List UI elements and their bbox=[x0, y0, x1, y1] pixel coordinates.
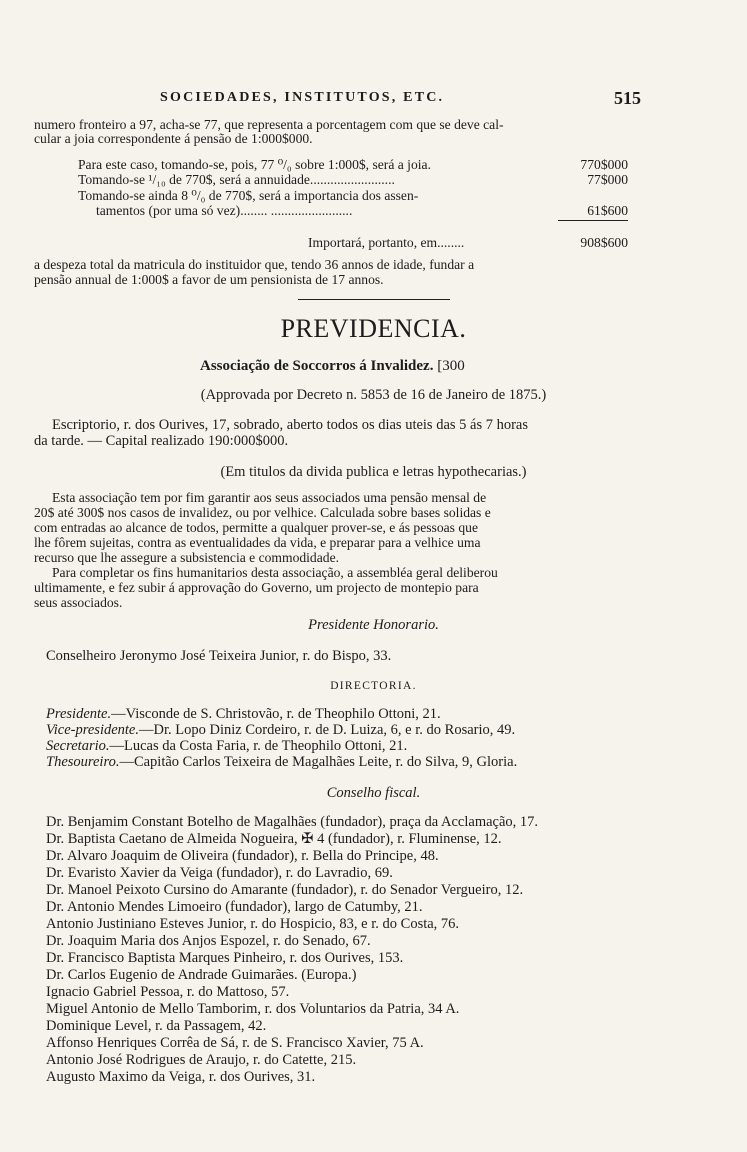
page-number: 515 bbox=[614, 88, 641, 108]
calc-intro-line-2: cular a joia correspondente á pensão de 1:000$000. bbox=[34, 131, 313, 146]
role-label: Vice-presidente. bbox=[46, 722, 139, 738]
purpose-line-6: Para completar os fins humanitarios desta associação, a assembléa geral deliberou bbox=[52, 565, 498, 580]
conselho-member: Miguel Antonio de Mello Tamborim, r. dos Voluntarios da Patria, 34 A. bbox=[46, 1001, 460, 1017]
purpose-line-5: recurso que lhe assegure a subsistencia e commodidade. bbox=[34, 550, 339, 565]
calc-intro-line-1: numero fronteiro a 97, acha-se 77, que representa a porcentagem com que se deve cal- bbox=[34, 117, 504, 132]
conselho-member: Antonio José Rodrigues de Araujo, r. do Catette, 215. bbox=[46, 1052, 357, 1068]
conselho-member: Dr. Francisco Baptista Marques Pinheiro, r. dos Ourives, 153. bbox=[46, 950, 404, 966]
titles-note: (Em titulos da divida publica e letras hypothecarias.) bbox=[220, 464, 527, 480]
purpose-line-7: ultimamente, e fez subir á approvação do Governo, um projecto de montepio para bbox=[34, 580, 479, 595]
conselho-member: Dr. Benjamim Constant Botelho de Magalhães (fundador), praça da Acclamação, 17. bbox=[46, 814, 539, 830]
running-header: SOCIEDADES, INSTITUTOS, ETC. bbox=[160, 90, 445, 105]
section-title: PREVIDENCIA. bbox=[280, 314, 467, 343]
section-divider bbox=[298, 299, 450, 300]
conselho-member: Augusto Maximo da Veiga, r. dos Ourives, 31. bbox=[46, 1069, 316, 1085]
directoria-treasurer bbox=[46, 754, 517, 770]
office-line-2: da tarde. — Capital realizado 190:000$000. bbox=[34, 433, 289, 449]
approval-decree: (Approvada por Decreto n. 5853 de 16 de Janeiro de 1875.) bbox=[200, 387, 547, 403]
conselho-member: Dr. Antonio Mendes Limoeiro (fundador), largo de Catumby, 21. bbox=[46, 899, 423, 915]
calc-total-amount: 908$600 bbox=[580, 235, 628, 250]
role-label: Presidente. bbox=[46, 706, 112, 722]
purpose-line-1: Esta associação tem por fim garantir aos seus associados uma pensão mensal de bbox=[52, 490, 487, 505]
purpose-line-4: lhe fôrem sujeitas, contra as eventualidades da vida, e preparar para a velhice uma bbox=[34, 535, 481, 550]
directoria-president bbox=[46, 706, 441, 722]
conselho-member: Dr. Manoel Peixoto Cursino do Amarante (fundador), r. do Senador Vergueiro, 12. bbox=[46, 882, 524, 898]
calc-row-joia-amount: 770$000 bbox=[580, 157, 628, 172]
conselho-member: Antonio Justiniano Esteves Junior, r. do Hospicio, 83, e r. do Costa, 76. bbox=[46, 916, 460, 932]
association-title: Associação de Soccorros á Invalidez. bbox=[200, 358, 434, 374]
role-holder: —Lucas da Costa Faria, r. de Theophilo Ottoni, 21. bbox=[109, 738, 408, 754]
calc-closing-line-1: a despeza total da matricula do instituidor que, tendo 36 annos de idade, fundar a bbox=[34, 257, 475, 272]
conselho-member: Affonso Henriques Corrêa de Sá, r. de S. Francisco Xavier, 75 A. bbox=[46, 1035, 424, 1051]
role-label: Secretario. bbox=[46, 738, 110, 754]
directoria-secretary bbox=[46, 738, 407, 754]
purpose-line-8: seus associados. bbox=[34, 595, 123, 610]
role-holder: —Capitão Carlos Teixeira de Magalhães Leite, r. do Silva, 9, Gloria. bbox=[119, 754, 518, 770]
conselho-member: Dr. Carlos Eugenio de Andrade Guimarães. (Europa.) bbox=[46, 967, 357, 983]
calc-row-joia: Para este caso, tomando-se, pois, 77 ⁰/₀ sobre 1:000$, será a joia. bbox=[78, 157, 431, 172]
sum-rule bbox=[558, 220, 628, 221]
conselho-member: Dr. Joaquim Maria dos Anjos Espozel, r. do Senado, 67. bbox=[46, 933, 371, 949]
role-holder: —Visconde de S. Christovão, r. de Theophilo Ottoni, 21. bbox=[111, 706, 441, 722]
association-name bbox=[200, 358, 465, 375]
role-holder: —Dr. Lopo Diniz Cordeiro, r. de D. Luiza, 6, e r. do Rosario, 49. bbox=[139, 722, 516, 738]
calc-row-annuidade-amount: 77$000 bbox=[587, 172, 628, 187]
directoria-vice-president bbox=[46, 722, 515, 738]
purpose-line-3: com entradas ao alcance de todos, permitte a qualquer prover-se, e ás pessoas que bbox=[34, 520, 478, 535]
office-line-1: Escriptorio, r. dos Ourives, 17, sobrado, aberto todos os dias uteis das 5 ás 7 horas bbox=[52, 417, 529, 433]
directoria-heading: DIRECTORIA. bbox=[330, 680, 417, 692]
conselho-heading: Conselho fiscal. bbox=[326, 785, 421, 801]
calc-row-assentamentos-cont: tamentos (por uma só vez)........ ........................ bbox=[96, 203, 353, 218]
role-label: Thesoureiro. bbox=[46, 754, 120, 770]
calc-row-assentamentos: Tomando-se ainda 8 ⁰/₀ de 770$, será a importancia dos assen- bbox=[78, 188, 419, 203]
conselho-member: Ignacio Gabriel Pessoa, r. do Mattoso, 57. bbox=[46, 984, 290, 1000]
honorary-president: Conselheiro Jeronymo José Teixeira Junior, r. do Bispo, 33. bbox=[46, 648, 392, 664]
purpose-line-2: 20$ até 300$ nos casos de invalidez, ou por velhice. Calculada sobre bases solidas e bbox=[34, 505, 491, 520]
calc-row-assentamentos-amount: 61$600 bbox=[587, 203, 628, 218]
honorary-heading: Presidente Honorario. bbox=[308, 617, 439, 633]
association-ref: [300 bbox=[437, 358, 465, 374]
conselho-member: Dr. Alvaro Joaquim de Oliveira (fundador), r. Bella do Principe, 48. bbox=[46, 848, 439, 864]
calc-total-label: Importará, portanto, em........ bbox=[308, 235, 465, 250]
conselho-member: Dr. Baptista Caetano de Almeida Nogueira, ✠ 4 (fundador), r. Fluminense, 12. bbox=[46, 831, 502, 847]
calc-closing-line-2: pensão annual de 1:000$ a favor de um pensionista de 17 annos. bbox=[34, 272, 384, 287]
conselho-member: Dr. Evaristo Xavier da Veiga (fundador), r. do Lavradio, 69. bbox=[46, 865, 393, 881]
calc-row-annuidade: Tomando-se ¹/₁₀ de 770$, será a annuidade......................... bbox=[78, 172, 395, 187]
conselho-member: Dominique Level, r. da Passagem, 42. bbox=[46, 1018, 267, 1034]
